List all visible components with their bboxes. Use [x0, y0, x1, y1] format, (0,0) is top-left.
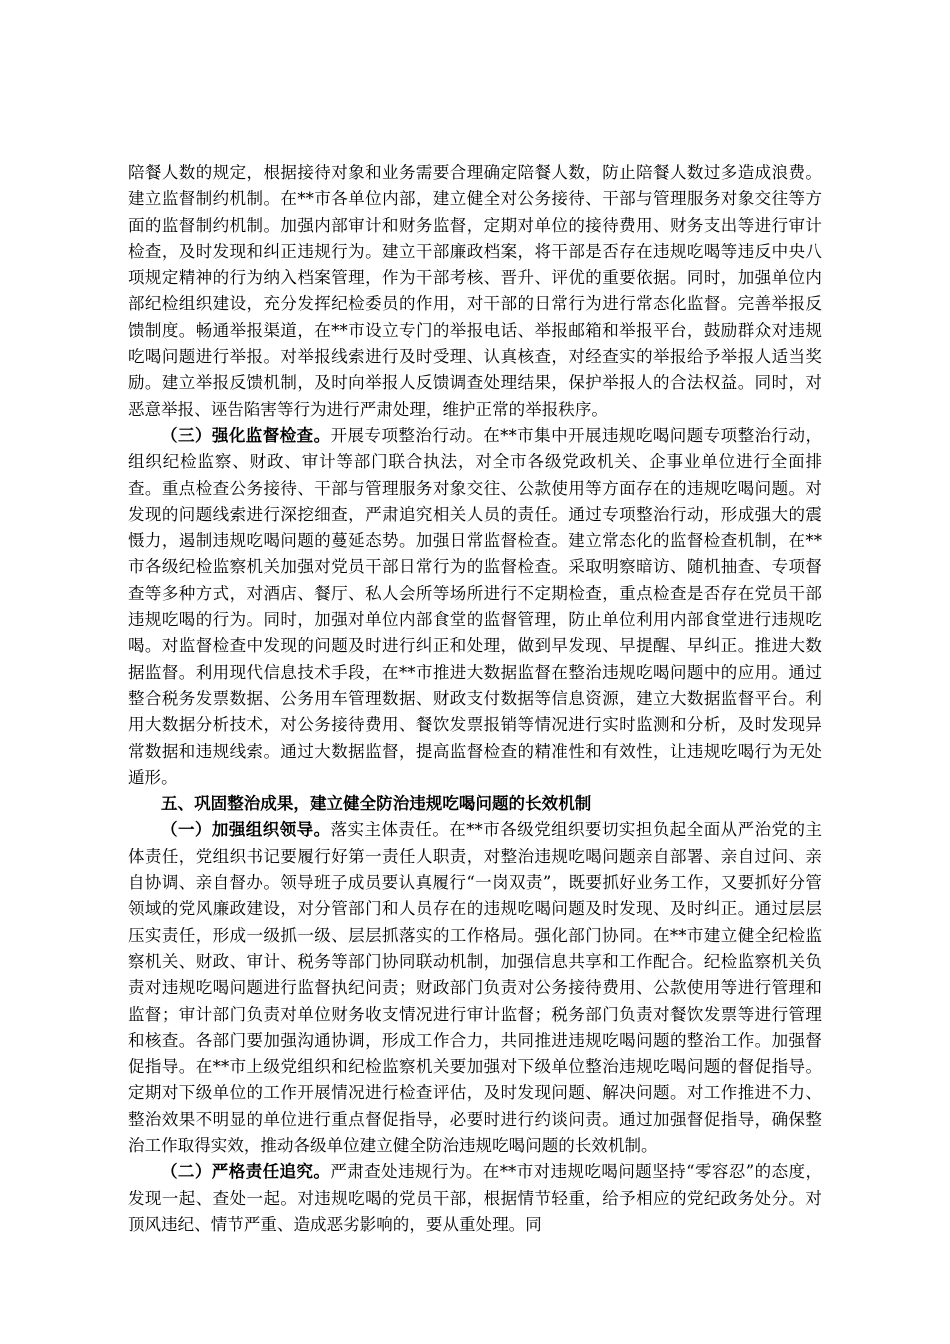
paragraph-lead-heading: （一）加强组织领导。 — [161, 820, 331, 840]
paragraph-accountability — [128, 1159, 822, 1238]
section-heading-five: 五、巩固整治成果，建立健全防治违规吃喝问题的长效机制 — [161, 794, 592, 814]
paragraph-strengthen-inspection — [128, 423, 822, 791]
paragraph-text: 严肃查处违规行为。在**市对违规吃喝问题坚持“零容忍”的态度，发现一起、查处一起。对违规吃喝的党员干部，根据情节轻重，给予相应的党纪政务处分。对顶风违纪、情节严重、造成恶劣影响的，要从重处理。同 — [128, 1162, 823, 1234]
paragraph-text: 落实主体责任。在**市各级党组织要切实担负起全面从严治党的主体责任，党组织书记要履行好第一责任人职责，对整治违规吃喝问题亲自部署、亲自过问、亲自协调、亲自督办。领导班子成员要认真履行“一岗双责”，既要抓好业务工作，又要抓好分管领域的党风廉政建设，对分管部门和人员存在的违规吃喝问题及时发现、及时纠正。通过层层压实责任，形成一级抓一级、层层抓落实的工作格局。强化部门协同。在**市建立健全纪检监察机关、财政、审计、税务等部门协同联动机制，加强信息共享和工作配合。纪检监察机关负责对违规吃喝问题进行监督执纪问责；财政部门负责对公务接待费用、公款使用等进行管理和监督；审计部门负责对单位财务收支情况进行审计监督；税务部门负责对餐饮发票等进行管理和核查。各部门要加强沟通协调，形成工作合力，共同推进违规吃喝问题的整治工作。加强督促指导。在**市上级党组织和纪检监察机关要加强对下级单位整治违规吃喝问题的督促指导。定期对下级单位的工作开展情况进行检查评估，及时发现问题、解决问题。对工作推进不力、整治效果不明显的单位进行重点督促指导，必要时进行约谈问责。通过加强督促指导，确保整治工作取得实效，推动各级单位建立健全防治违规吃喝问题的长效机制。 — [128, 820, 823, 1155]
paragraph-supervision-mechanism — [128, 160, 822, 423]
paragraph-lead-heading: （三）强化监督检查。 — [161, 425, 331, 445]
document-page — [128, 160, 822, 1238]
paragraph-lead-heading: （二）严格责任追究。 — [161, 1162, 331, 1182]
paragraph-text: 开展专项整治行动。在**市集中开展违规吃喝问题专项整治行动，组织纪检监察、财政、审计等部门联合执法，对全市各级党政机关、企事业单位进行全面排查。重点检查公务接待、干部与管理服务对象交往、公款使用等方面存在的违规吃喝问题。对发现的问题线索进行深挖细查，严肃追究相关人员的责任。通过专项整治行动，形成强大的震慑力，遏制违规吃喝问题的蔓延态势。加强日常监督检查。建立常态化的监督检查机制，在**市各级纪检监察机关加强对党员干部日常行为的监督检查。采取明察暗访、随机抽查、专项督查等多种方式，对酒店、餐厅、私人会所等场所进行不定期检查，重点检查是否存在党员干部违规吃喝的行为。同时，加强对单位内部食堂的监督管理，防止单位利用内部食堂进行违规吃喝。对监督检查中发现的问题及时进行纠正和处理，做到早发现、早提醒、早纠正。推进大数据监督。利用现代信息技术手段，在**市推进大数据监督在整治违规吃喝问题中的应用。通过整合税务发票数据、公务用车管理数据、财政支付数据等信息资源，建立大数据监督平台。利用大数据分析技术，对公务接待费用、餐饮发票报销等情况进行实时监测和分析，及时发现异常数据和违规线索。通过大数据监督，提高监督检查的精准性和有效性，让违规吃喝行为无处遁形。 — [128, 425, 823, 787]
paragraph-organizational-leadership — [128, 817, 822, 1159]
paragraph-text: 陪餐人数的规定，根据接待对象和业务需要合理确定陪餐人数，防止陪餐人数过多造成浪费。建立监督制约机制。在**市各单位内部，建立健全对公务接待、干部与管理服务对象交往等方面的监督制约机制。加强内部审计和财务监督，定期对单位的接待费用、财务支出等进行审计检查，及时发现和纠正违规行为。建立干部廉政档案，将干部是否存在违规吃喝等违反中央八项规定精神的行为纳入档案管理，作为干部考核、晋升、评优的重要依据。同时，加强单位内部纪检组织建设，充分发挥纪检委员的作用，对干部的日常行为进行常态化监督。完善举报反馈制度。畅通举报渠道，在**市设立专门的举报电话、举报邮箱和举报平台，鼓励群众对违规吃喝问题进行举报。对举报线索进行及时受理、认真核查，对经查实的举报给予举报人适当奖励。建立举报反馈机制，及时向举报人反馈调查处理结果，保护举报人的合法权益。同时，对恶意举报、诬告陷害等行为进行严肃处理，维护正常的举报秩序。 — [128, 163, 822, 419]
